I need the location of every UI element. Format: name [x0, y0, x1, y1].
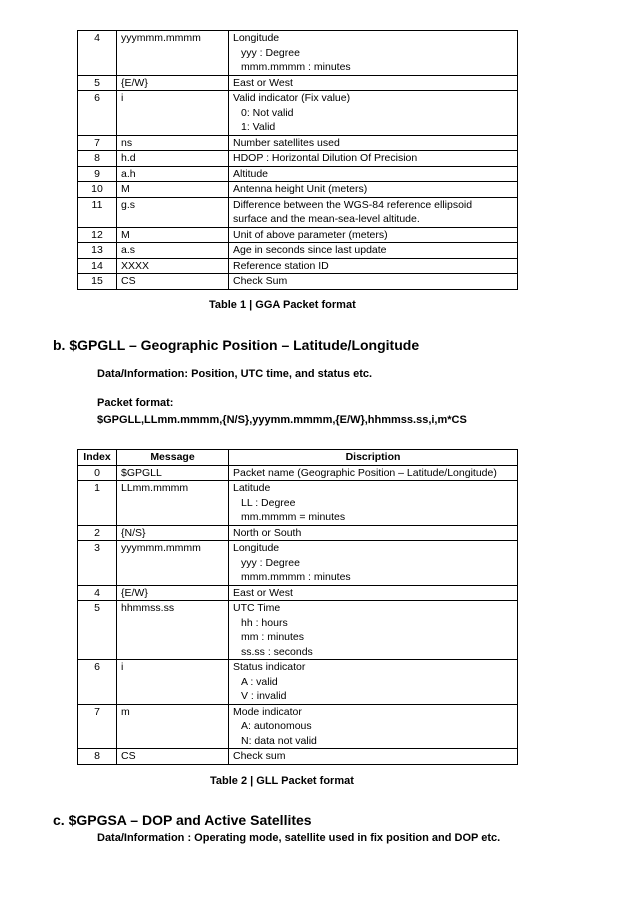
row-index: 6: [78, 91, 117, 136]
table-row: [78, 91, 518, 136]
row-description: [229, 31, 518, 76]
row-message: $GPGLL: [117, 465, 229, 481]
row-message: ns: [117, 135, 229, 151]
row-message: CS: [117, 749, 229, 765]
row-description: [229, 525, 518, 541]
description-line: Mode indicator: [233, 705, 302, 718]
table-row: [78, 243, 518, 259]
row-description: [229, 75, 518, 91]
row-description: [229, 243, 518, 259]
row-index: 14: [78, 258, 117, 274]
description-line: Status indicator: [233, 661, 306, 673]
description-line: LL : Degree: [241, 496, 296, 509]
row-message: yyymmm.mmmm: [117, 31, 229, 76]
table-row: [78, 31, 518, 76]
section-c-heading: c. $GPGSA – DOP and Active Satellites: [53, 812, 312, 828]
description-line: mmm.mmmm : minutes: [241, 61, 351, 73]
table-row: [78, 704, 518, 749]
row-description: [229, 660, 518, 705]
description-line: Reference station ID: [233, 259, 329, 272]
description-line: Check Sum: [233, 275, 288, 287]
description-line: Difference between the WGS-84 reference ellipsoid: [233, 198, 473, 211]
description-line: Antenna height Unit (meters): [233, 183, 368, 195]
row-index: 5: [78, 75, 117, 91]
row-message: M: [117, 227, 229, 243]
table2-caption: Table 2 | GLL Packet format: [210, 775, 354, 787]
table-row: [78, 166, 518, 182]
gga-table-body: [78, 31, 518, 290]
description-line: Unit of above parameter (meters): [233, 228, 388, 241]
row-description: [229, 258, 518, 274]
description-line: A: autonomous: [241, 720, 312, 732]
row-description: [229, 274, 518, 290]
table-row: [78, 481, 518, 526]
table-row: [78, 227, 518, 243]
description-line: V : invalid: [241, 690, 287, 702]
table1-caption: Table 1 | GGA Packet format: [209, 299, 356, 311]
description-line: surface and the mean-sea-level altitude.: [233, 213, 420, 225]
row-description: [229, 601, 518, 660]
table-row: [78, 585, 518, 601]
row-index: 11: [78, 197, 117, 227]
section-c-info: Data/Information : Operating mode, satellite used in fix position and DOP etc.: [97, 832, 501, 844]
description-line: mm.mmmm = minutes: [241, 511, 346, 523]
row-message: h.d: [117, 151, 229, 167]
row-index: 15: [78, 274, 117, 290]
section-b-heading: b. $GPGLL – Geographic Position – Latitude/Longitude: [53, 337, 420, 353]
row-index: 1: [78, 481, 117, 526]
section-b-format: $GPGLL,LLmm.mmmm,{N/S},yyymm.mmmm,{E/W},hhmmss.ss,i,m*CS: [97, 414, 467, 426]
row-index: 12: [78, 227, 117, 243]
gll-table-header-row: [78, 450, 518, 466]
table-row: [78, 601, 518, 660]
table-row: [78, 258, 518, 274]
row-index: 4: [78, 585, 117, 601]
header-description: Discription: [229, 450, 518, 466]
row-message: a.h: [117, 166, 229, 182]
row-index: 6: [78, 660, 117, 705]
description-line: North or South: [233, 526, 302, 539]
row-index: 8: [78, 749, 117, 765]
row-description: [229, 197, 518, 227]
row-message: LLmm.mmmm: [117, 481, 229, 526]
section-b-info: Data/Information: Position, UTC time, and status etc.: [97, 368, 373, 380]
table-row: [78, 182, 518, 198]
description-line: Valid indicator (Fix value): [233, 92, 351, 104]
row-description: [229, 585, 518, 601]
row-message: a.s: [117, 243, 229, 259]
row-message: CS: [117, 274, 229, 290]
row-description: [229, 166, 518, 182]
description-line: 1: Valid: [241, 121, 276, 133]
section-b-format-label: Packet format:: [97, 397, 174, 409]
table-row: [78, 749, 518, 765]
table-row: [78, 465, 518, 481]
gll-table-body: [78, 465, 518, 764]
gll-table: [77, 449, 518, 765]
row-message: M: [117, 182, 229, 198]
row-description: [229, 465, 518, 481]
row-message: i: [117, 91, 229, 136]
table-row: [78, 525, 518, 541]
description-line: ss.ss : seconds: [241, 645, 313, 658]
row-index: 10: [78, 182, 117, 198]
description-line: mmm.mmmm : minutes: [241, 571, 351, 583]
row-description: [229, 749, 518, 765]
row-index: 9: [78, 166, 117, 182]
table-row: [78, 660, 518, 705]
description-line: Longitude: [233, 32, 280, 44]
row-description: [229, 91, 518, 136]
description-line: 0: Not valid: [241, 106, 294, 119]
row-message: hhmmss.ss: [117, 601, 229, 660]
description-line: Age in seconds since last update: [233, 244, 387, 256]
description-line: Packet name (Geographic Position – Latitude/Longitude): [233, 466, 497, 479]
description-line: mm : minutes: [241, 631, 305, 643]
row-index: 4: [78, 31, 117, 76]
header-index: Index: [78, 450, 117, 466]
row-description: [229, 704, 518, 749]
row-message: i: [117, 660, 229, 705]
row-index: 8: [78, 151, 117, 167]
description-line: yyy : Degree: [241, 46, 300, 59]
gga-table: [77, 30, 518, 290]
row-index: 5: [78, 601, 117, 660]
table-row: [78, 135, 518, 151]
description-line: A : valid: [241, 675, 278, 688]
row-description: [229, 227, 518, 243]
row-message: {E/W}: [117, 75, 229, 91]
row-description: [229, 541, 518, 586]
row-message: {N/S}: [117, 525, 229, 541]
table-row: [78, 151, 518, 167]
table-row: [78, 197, 518, 227]
row-message: m: [117, 704, 229, 749]
description-line: Longitude: [233, 542, 280, 554]
row-message: yyymmm.mmmm: [117, 541, 229, 586]
description-line: N: data not valid: [241, 734, 317, 747]
description-line: hh : hours: [241, 616, 288, 629]
description-line: Altitude: [233, 167, 269, 180]
row-message: {E/W}: [117, 585, 229, 601]
table-row: [78, 75, 518, 91]
description-line: East or West: [233, 76, 293, 89]
description-line: yyy : Degree: [241, 556, 300, 569]
description-line: HDOP : Horizontal Dilution Of Precision: [233, 152, 418, 164]
row-description: [229, 182, 518, 198]
description-line: Number satellites used: [233, 136, 340, 149]
table-row: [78, 541, 518, 586]
row-description: [229, 151, 518, 167]
description-line: UTC Time: [233, 602, 281, 614]
description-line: Latitude: [233, 482, 271, 494]
row-description: [229, 481, 518, 526]
row-index: 7: [78, 135, 117, 151]
row-description: [229, 135, 518, 151]
description-line: East or West: [233, 586, 293, 599]
row-index: 3: [78, 541, 117, 586]
table-row: [78, 274, 518, 290]
row-message: XXXX: [117, 258, 229, 274]
row-index: 7: [78, 704, 117, 749]
description-line: Check sum: [233, 750, 286, 762]
header-message: Message: [117, 450, 229, 466]
row-index: 0: [78, 465, 117, 481]
row-message: g.s: [117, 197, 229, 227]
row-index: 13: [78, 243, 117, 259]
row-index: 2: [78, 525, 117, 541]
